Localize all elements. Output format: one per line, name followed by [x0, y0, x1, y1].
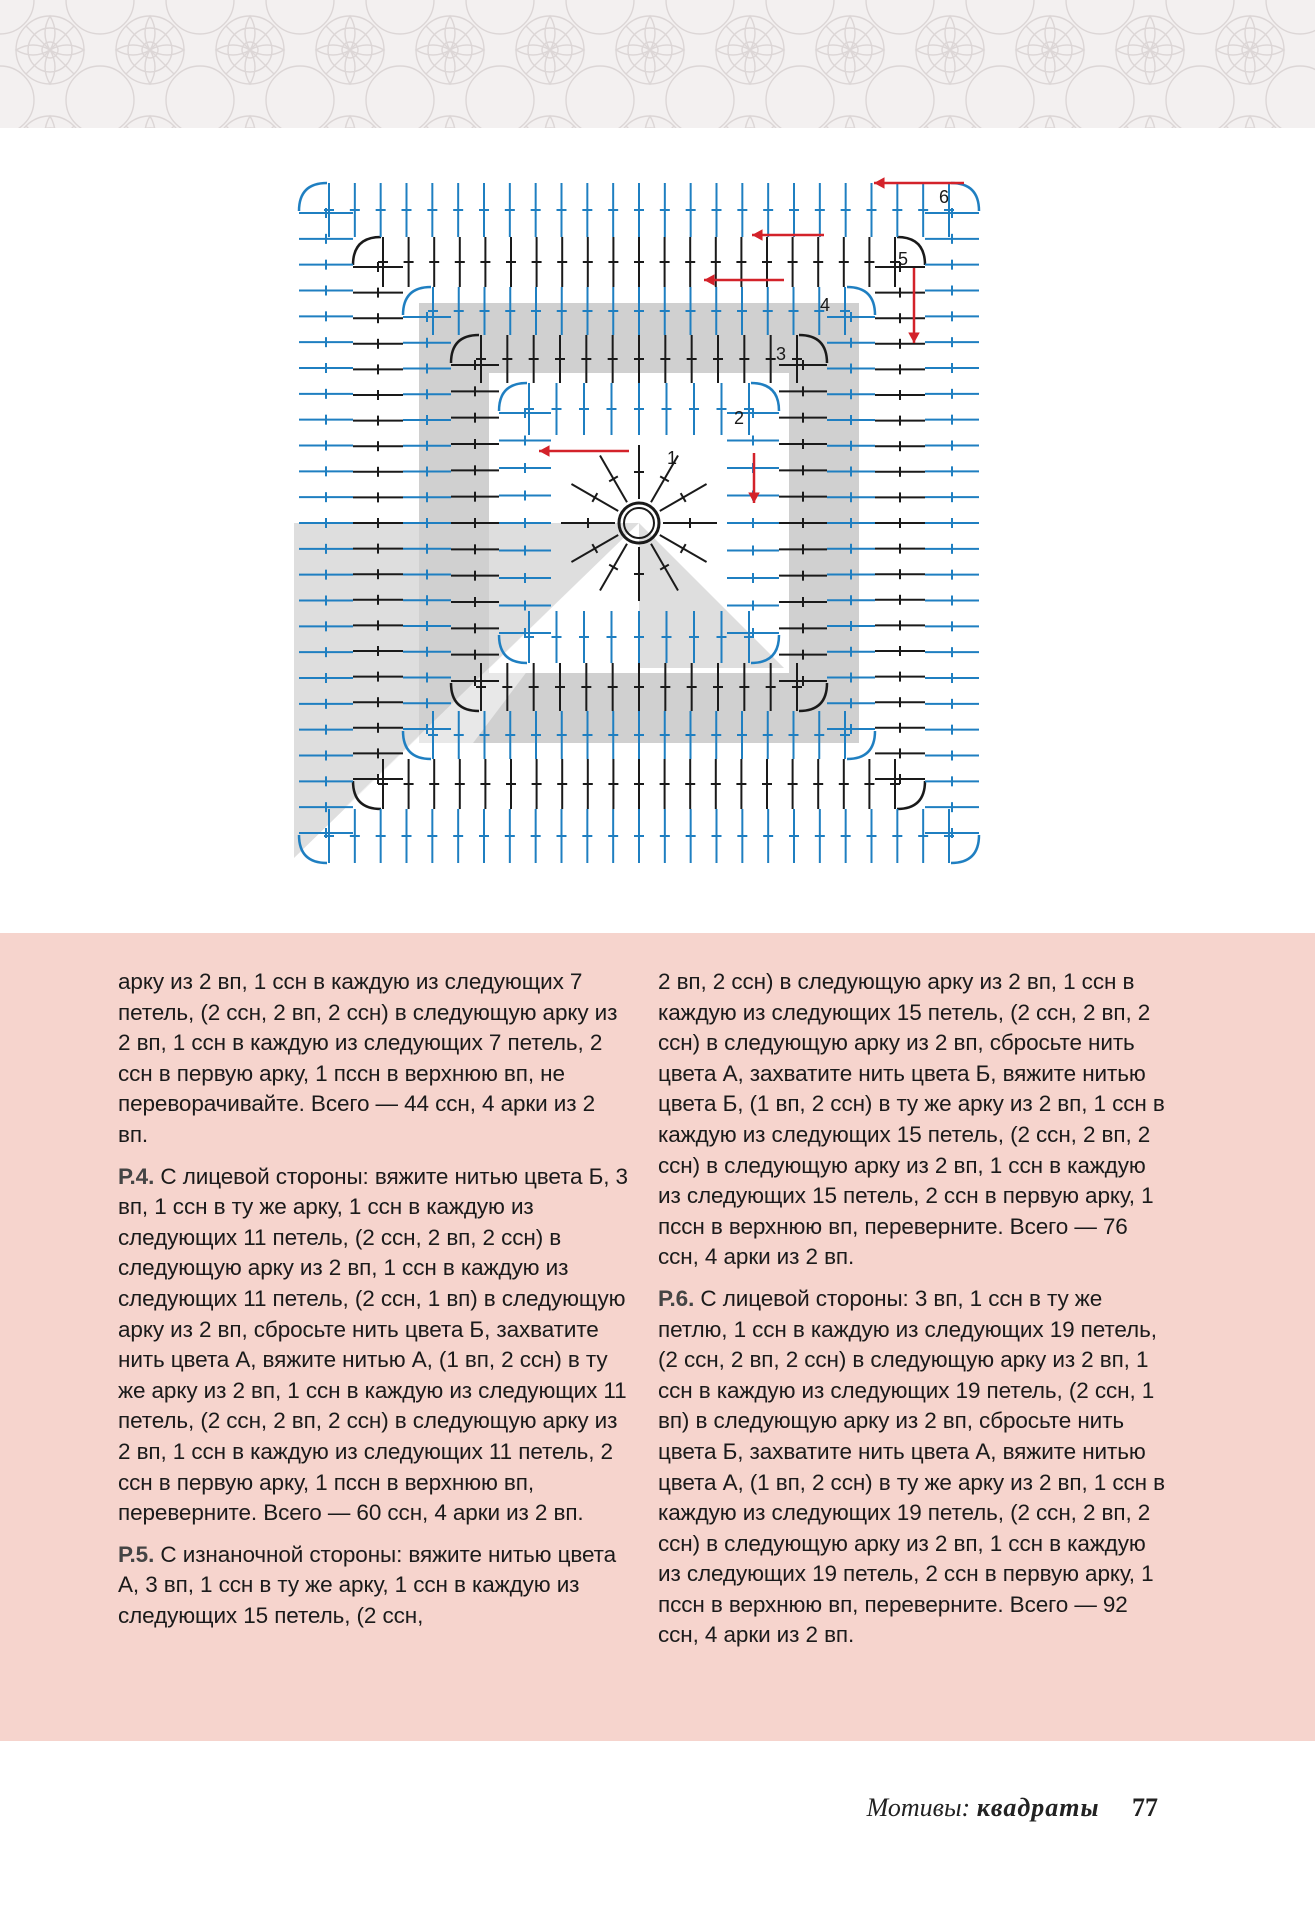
- round6-right: [925, 776, 979, 786]
- round6-bottom: [737, 809, 747, 863]
- round6-left: [299, 441, 353, 451]
- round5-left: [353, 339, 403, 349]
- round-number-label: 2: [734, 408, 745, 428]
- round6-top: [867, 183, 877, 237]
- round6-right: [925, 286, 979, 296]
- round2-right: [727, 573, 779, 583]
- round5-left: [353, 364, 403, 374]
- round5-top: [839, 237, 849, 287]
- header-decorative-band: [0, 0, 1315, 128]
- round5-top: [660, 237, 670, 287]
- round5-right: [875, 723, 925, 733]
- round6-left: [299, 337, 353, 347]
- paragraph-text: 2 вп, 2 ссн) в следующую арку из 2 вп, 1 ссн в каждую из следующих 15 петель, (2 ссн, 2 вп, 2 ссн) в следующую арку из 2 вп, сбросьте нить цвета А, захватите нить цвета Б, вяжите нитью цвета Б, (1 вп, 2 ссн) в ту же арку из 2 вп, 1 ссн в каждую из следующих 15 петель, (2 ссн, 2 вп, 2 ссн) в следующую арку из 2 вп, 1 ссн в каждую из следующих 15 петель, 2 ссн в первую арку, 1 пссн в верхнюю вп, переверните. Всего — 76 ссн, 4 арки из 2 вп.: [658, 969, 1165, 1270]
- page-number: 77: [1132, 1793, 1158, 1822]
- round2-bottom: [607, 611, 617, 663]
- round6-top: [815, 183, 825, 237]
- round5-right: [875, 697, 925, 707]
- round6-top: [712, 183, 722, 237]
- round6-bottom: [531, 809, 541, 863]
- round6-bottom: [557, 809, 567, 863]
- round6-top: [763, 183, 773, 237]
- round6-right: [925, 389, 979, 399]
- round5-right: [875, 595, 925, 605]
- paragraph-continued: [118, 967, 628, 1151]
- round6-bottom: [867, 809, 877, 863]
- round6-top: [892, 183, 902, 237]
- instructions-right-column: [658, 967, 1168, 1662]
- round2-left: [499, 436, 551, 446]
- instructions-left-column: [118, 967, 628, 1642]
- round6-top: [634, 183, 644, 237]
- arrow-head: [539, 445, 550, 457]
- round6-corner: [299, 183, 327, 211]
- arrow-head: [752, 229, 763, 241]
- round6-right: [925, 441, 979, 451]
- round6-top: [453, 183, 463, 237]
- round6-right: [925, 466, 979, 476]
- round5-top: [506, 237, 516, 287]
- round5-top: [480, 237, 490, 287]
- round6-bottom: [350, 809, 360, 863]
- round2-top: [552, 383, 562, 435]
- round5-right: [875, 339, 925, 349]
- round6-top: [479, 183, 489, 237]
- round5-bottom: [685, 759, 695, 809]
- round6-bottom: [402, 809, 412, 863]
- round6-right: [925, 802, 979, 812]
- round5-top: [813, 237, 823, 287]
- round5-top: [685, 237, 695, 287]
- round5-top: [429, 237, 439, 287]
- round2-right: [727, 518, 779, 528]
- round5-right: [875, 748, 925, 758]
- round5-top: [404, 237, 414, 287]
- round6-top: [350, 183, 360, 237]
- round-number-label: 3: [776, 344, 787, 364]
- round6-bottom: [892, 809, 902, 863]
- round5-top: [532, 237, 542, 287]
- round6-top: [402, 183, 412, 237]
- round2-top: [579, 383, 589, 435]
- round-start-arrow: [752, 229, 824, 241]
- round-number-label: 1: [667, 448, 678, 468]
- round6-left: [299, 466, 353, 476]
- round5-left: [353, 467, 403, 477]
- round6-bottom: [608, 809, 618, 863]
- round6-bottom: [841, 809, 851, 863]
- round-number-label: 5: [898, 249, 909, 269]
- round5-left: [353, 390, 403, 400]
- round5-bottom: [864, 759, 874, 809]
- crochet-chart-diagram: [284, 168, 994, 868]
- round5-top: [378, 237, 388, 287]
- round6-left: [299, 311, 353, 321]
- footer-section: Мотивы:: [866, 1793, 971, 1822]
- round6-right: [925, 415, 979, 425]
- round5-top: [583, 237, 593, 287]
- round6-right: [925, 492, 979, 502]
- round5-top: [864, 237, 874, 287]
- round6-right: [925, 828, 979, 838]
- round6-top: [505, 183, 515, 237]
- round5-top: [788, 237, 798, 287]
- round5-bottom: [762, 759, 772, 809]
- round5-bottom: [890, 759, 900, 809]
- round6-right: [925, 699, 979, 709]
- round6-bottom: [918, 809, 928, 863]
- round6-top: [789, 183, 799, 237]
- round5-corner: [897, 781, 925, 809]
- round5-left: [353, 416, 403, 426]
- round6-top: [531, 183, 541, 237]
- grey-wedge: [639, 523, 784, 668]
- round6-top: [686, 183, 696, 237]
- round5-bottom: [788, 759, 798, 809]
- round5-bottom: [455, 759, 465, 809]
- round5-right: [875, 467, 925, 477]
- round-number-label: 6: [939, 187, 950, 207]
- round6-top: [841, 183, 851, 237]
- round6-left: [299, 286, 353, 296]
- round5-right: [875, 672, 925, 682]
- round5-bottom: [608, 759, 618, 809]
- round5-right: [875, 569, 925, 579]
- round2-right: [727, 436, 779, 446]
- round6-top: [582, 183, 592, 237]
- paragraph-round-6: [658, 1284, 1168, 1651]
- round1-stitch: [571, 484, 618, 511]
- arrow-head: [874, 177, 885, 189]
- round2-top: [607, 383, 617, 435]
- round-label: Р.5.: [118, 1541, 155, 1567]
- round5-right: [875, 441, 925, 451]
- round5-bottom: [711, 759, 721, 809]
- round2-top: [717, 383, 727, 435]
- round2-bottom: [579, 611, 589, 663]
- round6-right: [925, 260, 979, 270]
- round5-right: [875, 492, 925, 502]
- arrow-head: [748, 492, 760, 503]
- round6-right: [925, 596, 979, 606]
- paragraph-text: С изнаночной стороны: вяжите нитью цвета А, 3 вп, 1 ссн в ту же арку, 1 ссн в каждую из следующих 15 петель, (2 ссн,: [118, 1541, 617, 1628]
- round5-right: [875, 544, 925, 554]
- round6-corner: [951, 835, 979, 863]
- round5-right: [875, 620, 925, 630]
- round5-right: [875, 646, 925, 656]
- round6-top: [427, 183, 437, 237]
- round5-right: [875, 288, 925, 298]
- round6-left: [299, 208, 353, 218]
- round2-left: [499, 491, 551, 501]
- round2-top: [662, 383, 672, 435]
- round-start-arrow: [748, 453, 760, 503]
- round5-bottom: [813, 759, 823, 809]
- round5-bottom: [634, 759, 644, 809]
- round6-right: [925, 518, 979, 528]
- round5-bottom: [532, 759, 542, 809]
- round2-corner: [499, 383, 527, 411]
- round6-right: [925, 363, 979, 373]
- round6-top: [737, 183, 747, 237]
- round2-right: [727, 601, 779, 611]
- round6-left: [299, 363, 353, 373]
- round5-left: [353, 288, 403, 298]
- round6-top: [557, 183, 567, 237]
- round-start-arrow: [539, 445, 629, 457]
- instructions-panel: [0, 933, 1315, 1741]
- round6-right: [925, 725, 979, 735]
- round6-bottom: [376, 809, 386, 863]
- round5-bottom: [660, 759, 670, 809]
- round6-bottom: [686, 809, 696, 863]
- round2-top: [634, 383, 644, 435]
- round5-left: [353, 313, 403, 323]
- round5-left: [353, 262, 403, 272]
- round6-bottom: [763, 809, 773, 863]
- round6-top: [660, 183, 670, 237]
- round6-bottom: [815, 809, 825, 863]
- round5-bottom: [506, 759, 516, 809]
- round5-top: [634, 237, 644, 287]
- round5-right: [875, 416, 925, 426]
- round5-top: [455, 237, 465, 287]
- round6-bottom: [789, 809, 799, 863]
- round6-bottom: [634, 809, 644, 863]
- round5-bottom: [839, 759, 849, 809]
- round6-corner: [951, 183, 979, 211]
- paragraph-continued: [658, 967, 1168, 1273]
- round6-left: [299, 492, 353, 502]
- paragraph-text: арку из 2 вп, 1 ссн в каждую из следующих 7 петель, (2 ссн, 2 вп, 2 ссн) в следующую арку из 2 вп, 1 ссн в каждую из следующих 7 петель, 2 ссн в первую арку, 1 пссн в верхнюю вп, не переворачивайте. Всего — 44 ссн, 4 арки из 2 вп.: [118, 969, 618, 1147]
- round6-bottom: [582, 809, 592, 863]
- round5-right: [875, 774, 925, 784]
- round2-right: [727, 546, 779, 556]
- round6-top: [376, 183, 386, 237]
- round2-left: [499, 408, 551, 418]
- round2-top: [744, 383, 754, 435]
- arrow-head: [908, 332, 920, 343]
- round1-stitch: [663, 518, 717, 528]
- round-number-label: 4: [820, 295, 831, 315]
- paragraph-text: С лицевой стороны: 3 вп, 1 ссн в ту же петлю, 1 ссн в каждую из следующих 19 петель, (2 ссн, 2 вп, 2 ссн) в следующую арку из 2 вп, 1 ссн в каждую из следующих 19 петель, (2 ссн, 1 вп) в следующую арку из 2 вп, сбросьте нить цвета Б, захватите нить цвета А, вяжите нитью цвета А, (1 вп, 2 ссн) в ту же арку из 2 вп, 1 ссн в каждую из следующих 19 петель, (2 ссн, 2 вп, 2 ссн) в следующую арку из 2 вп, 1 ссн в каждую из следующих 19 петель, 2 ссн в первую арку, 1 пссн в верхнюю вп, переверните. Всего — 92 ссн, 4 арки из 2 вп.: [658, 1285, 1165, 1648]
- round6-bottom: [427, 809, 437, 863]
- round6-bottom: [712, 809, 722, 863]
- round2-left: [499, 463, 551, 473]
- round6-left: [299, 260, 353, 270]
- page-footer: [867, 1793, 1158, 1823]
- round6-bottom: [660, 809, 670, 863]
- round6-right: [925, 337, 979, 347]
- round6-bottom: [453, 809, 463, 863]
- round1-stitch: [634, 445, 644, 499]
- round6-left: [299, 234, 353, 244]
- round5-bottom: [557, 759, 567, 809]
- round5-bottom: [736, 759, 746, 809]
- round5-bottom: [480, 759, 490, 809]
- footer-subsection: квадраты: [976, 1793, 1100, 1822]
- round-start-arrow: [908, 268, 920, 343]
- round6-right: [925, 544, 979, 554]
- round5-bottom: [583, 759, 593, 809]
- paragraph-text: С лицевой стороны: вяжите нитью цвета Б, 3 вп, 1 ссн в ту же арку, 1 ссн в каждую из следующих 11 петель, (2 ссн, 2 вп, 2 ссн) в следующую арку из 2 вп, 1 ссн в каждую из следующих 11 петель, (2 ссн, 1 вп) в следующую арку из 2 вп, сбросьте нить цвета Б, захватите нить цвета А, вяжите нитью А, (1 вп, 2 ссн) в ту же арку из 2 вп, 1 ссн в каждую из следующих 11 петель, (2 ссн, 2 вп, 2 ссн) в следующую арку из 2 вп, 1 ссн в каждую из следующих 11 петель, 2 ссн в первую арку, 1 пссн в верхнюю вп, переверните. Всего — 60 ссн, 4 арки из 2 вп.: [118, 1163, 628, 1526]
- round5-right: [875, 390, 925, 400]
- round6-right: [925, 311, 979, 321]
- round5-top: [557, 237, 567, 287]
- round6-top: [918, 183, 928, 237]
- round1-stitch: [660, 484, 707, 511]
- round6-right: [925, 673, 979, 683]
- round2-top: [689, 383, 699, 435]
- round5-right: [875, 518, 925, 528]
- paragraph-round-5: [118, 1540, 628, 1632]
- round6-bottom: [479, 809, 489, 863]
- round5-right: [875, 313, 925, 323]
- round5-corner: [353, 237, 381, 265]
- round5-right: [875, 364, 925, 374]
- arrow-head: [704, 274, 715, 286]
- round5-left: [353, 441, 403, 451]
- round-label: Р.4.: [118, 1163, 155, 1189]
- crochet-chart-svg: [284, 168, 994, 868]
- round-start-arrow: [874, 177, 964, 189]
- round-label: Р.6.: [658, 1285, 695, 1311]
- round6-left: [299, 415, 353, 425]
- round6-right: [925, 234, 979, 244]
- round6-right: [925, 570, 979, 580]
- round6-right: [925, 621, 979, 631]
- round1-stitch: [600, 455, 627, 502]
- round5-left: [353, 492, 403, 502]
- round6-left: [299, 389, 353, 399]
- round6-top: [608, 183, 618, 237]
- round6-bottom: [505, 809, 515, 863]
- round5-top: [608, 237, 618, 287]
- round2-corner: [751, 383, 779, 411]
- lace-pattern-icon: [0, 0, 1315, 128]
- round6-right: [925, 647, 979, 657]
- paragraph-round-4: [118, 1162, 628, 1529]
- round6-right: [925, 751, 979, 761]
